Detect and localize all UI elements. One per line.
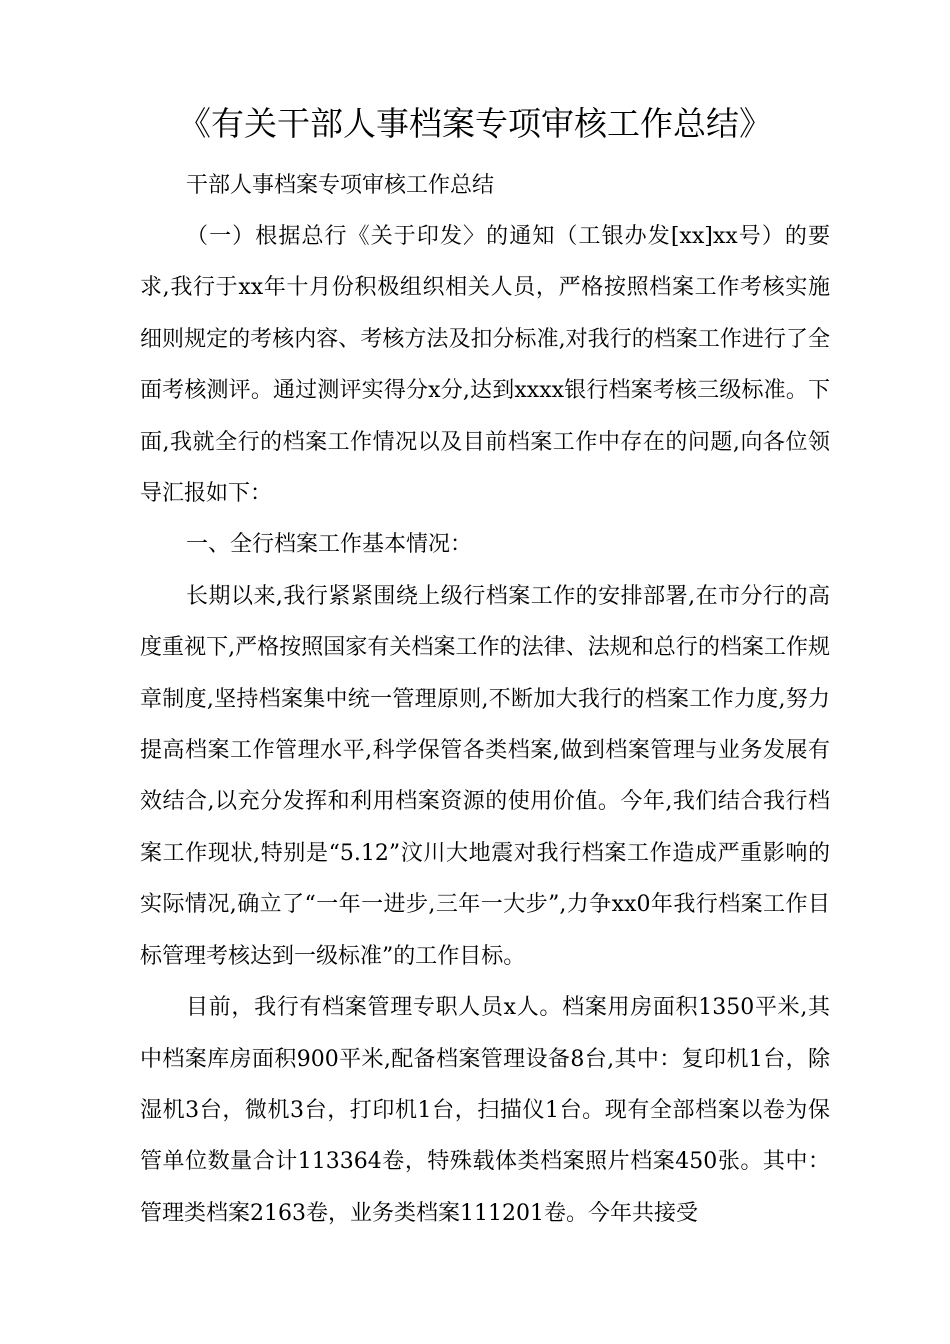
paragraph-section-heading: 一、全行档案工作基本情况： — [186, 532, 473, 558]
paragraph-overview: 长期以来,我行紧紧围绕上级行档案工作的安排部署,在市分行的高度重视下,严格按照国家有关档案工作的法律、法规和总行的档案工作规章制度,坚持档案集中统一管理原则,不断加大我行的档案工作力度,努力提高档案工作管理水平,科学保管各类档案,做到档案管理与业务发展有效结合,以充分发挥和利用档案资源的使用价值。今年,我们结合我行档案工作现状,特别是“5.12”汶川大地震对我行档案工作造成严重影响的实际情况,确立了“一年一进步,三年一大步”,力争xx0年我行档案工作目标管理考核达到一级标准”的工作目标。 — [140, 583, 830, 969]
document-subtitle: 干部人事档案专项审核工作总结 — [186, 173, 495, 198]
paragraph-current-status: 目前，我行有档案管理专职人员x人。档案用房面积1350平米,其中档案库房面积900平米,配备档案管理设备8台,其中：复印机1台，除湿机3台，微机3台，打印机1台，扫描仪1台。现有全部档案以卷为保管单位数量合计113364卷，特殊载体类档案照片档案450张。其中：管理类档案2163卷，业务类档案111201卷。今年共接受 — [140, 995, 830, 1226]
paragraph-intro: （一）根据总行《关于印发〉的通知（工银办发[xx]xx号）的要求,我行于xx年十月份积极组织相关人员，严格按照档案工作考核实施细则规定的考核内容、考核方法及扣分标准,对我行的档案工作进行了全面考核测评。通过测评实得分x分,达到xxxx银行档案考核三级标准。下面,我就全行的档案工作情况以及目前档案工作中存在的问题,向各位领导汇报如下： — [140, 224, 830, 507]
document-body — [140, 211, 830, 1239]
document-title: 《有关干部人事档案专项审核工作总结》 — [178, 104, 772, 143]
